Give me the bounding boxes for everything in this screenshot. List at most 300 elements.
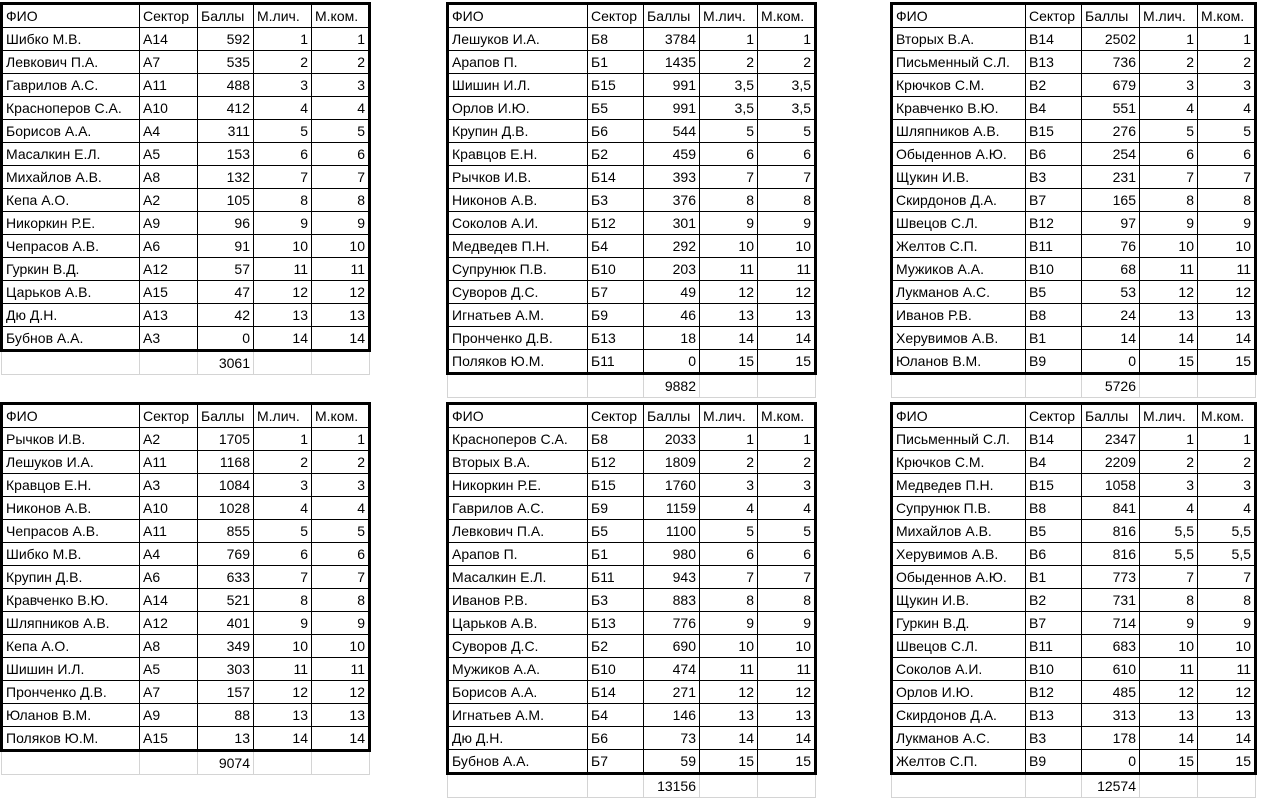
cell-score[interactable]: 47 (198, 281, 254, 304)
cell-place-team[interactable]: 14 (1198, 727, 1256, 750)
cell-place-team[interactable]: 9 (1198, 612, 1256, 635)
cell-name[interactable]: Письменный С.Л. (892, 428, 1026, 451)
cell-place-personal[interactable]: 5 (700, 520, 758, 543)
cell-place-personal[interactable]: 2 (1140, 451, 1198, 474)
empty-cell[interactable] (1140, 774, 1198, 798)
cell-place-personal[interactable]: 10 (700, 235, 758, 258)
cell-place-personal[interactable]: 14 (700, 727, 758, 750)
cell-place-personal[interactable]: 10 (254, 235, 312, 258)
cell-score[interactable]: 773 (1082, 566, 1140, 589)
cell-place-team[interactable]: 10 (758, 635, 816, 658)
cell-name[interactable]: Лукманов А.С. (892, 727, 1026, 750)
empty-cell[interactable] (758, 374, 816, 398)
cell-name[interactable]: Бубнов А.А. (448, 750, 588, 774)
cell-name[interactable]: Херувимов А.В. (892, 543, 1026, 566)
cell-name[interactable]: Шибко М.В. (2, 543, 140, 566)
cell-place-team[interactable]: 2 (312, 451, 370, 474)
cell-place-team[interactable]: 5 (312, 120, 370, 143)
cell-place-personal[interactable]: 10 (700, 635, 758, 658)
cell-sector[interactable]: В3 (1026, 727, 1082, 750)
cell-score[interactable]: 1705 (198, 428, 254, 451)
cell-place-personal[interactable]: 9 (254, 612, 312, 635)
cell-place-personal[interactable]: 2 (700, 451, 758, 474)
cell-name[interactable]: Иванов Р.В. (892, 304, 1026, 327)
empty-cell[interactable] (700, 374, 758, 398)
cell-place-team[interactable]: 1 (312, 28, 370, 51)
cell-name[interactable]: Борисов А.А. (448, 681, 588, 704)
cell-place-team[interactable]: 2 (312, 51, 370, 74)
cell-name[interactable]: Кепа А.О. (2, 635, 140, 658)
column-header-place-personal[interactable]: М.лич. (254, 4, 312, 28)
cell-place-personal[interactable]: 7 (254, 166, 312, 189)
cell-place-personal[interactable]: 12 (700, 281, 758, 304)
empty-cell[interactable] (312, 351, 370, 375)
empty-cell[interactable] (1198, 774, 1256, 798)
cell-name[interactable]: Щукин И.В. (892, 166, 1026, 189)
cell-score[interactable]: 311 (198, 120, 254, 143)
cell-place-team[interactable]: 8 (758, 589, 816, 612)
cell-sector[interactable]: А11 (140, 74, 198, 97)
column-header-name[interactable]: ФИО (892, 404, 1026, 428)
cell-score[interactable]: 97 (1082, 212, 1140, 235)
cell-name[interactable]: Левкович П.А. (2, 51, 140, 74)
cell-place-personal[interactable]: 11 (1140, 658, 1198, 681)
cell-name[interactable]: Кравченко В.Ю. (2, 589, 140, 612)
cell-place-team[interactable]: 14 (1198, 327, 1256, 350)
cell-sector[interactable]: Б7 (588, 281, 644, 304)
cell-place-team[interactable]: 12 (758, 681, 816, 704)
cell-place-personal[interactable]: 13 (700, 704, 758, 727)
empty-cell[interactable] (588, 774, 644, 798)
cell-sector[interactable]: А6 (140, 235, 198, 258)
cell-place-team[interactable]: 9 (312, 212, 370, 235)
cell-place-team[interactable]: 7 (1198, 166, 1256, 189)
cell-name[interactable]: Игнатьев А.М. (448, 704, 588, 727)
cell-place-team[interactable]: 2 (1198, 51, 1256, 74)
cell-place-personal[interactable]: 14 (254, 327, 312, 351)
cell-sector[interactable]: В7 (1026, 612, 1082, 635)
cell-sector[interactable]: В1 (1026, 327, 1082, 350)
cell-sector[interactable]: А4 (140, 120, 198, 143)
cell-place-personal[interactable]: 13 (254, 704, 312, 727)
cell-place-personal[interactable]: 3 (700, 474, 758, 497)
cell-place-personal[interactable]: 2 (700, 51, 758, 74)
cell-place-personal[interactable]: 2 (254, 51, 312, 74)
cell-sector[interactable]: А9 (140, 212, 198, 235)
cell-place-team[interactable]: 8 (758, 189, 816, 212)
cell-score[interactable]: 157 (198, 681, 254, 704)
cell-sector[interactable]: А6 (140, 566, 198, 589)
cell-sector[interactable]: В9 (1026, 750, 1082, 774)
cell-name[interactable]: Левкович П.А. (448, 520, 588, 543)
cell-place-team[interactable]: 4 (312, 497, 370, 520)
cell-score[interactable]: 980 (644, 543, 700, 566)
column-header-place-team[interactable]: М.ком. (758, 4, 816, 28)
cell-sector[interactable]: А15 (140, 281, 198, 304)
total-score-cell[interactable]: 9882 (644, 374, 700, 398)
cell-score[interactable]: 683 (1082, 635, 1140, 658)
cell-sector[interactable]: В8 (1026, 304, 1082, 327)
cell-sector[interactable]: А8 (140, 635, 198, 658)
cell-place-team[interactable]: 10 (312, 635, 370, 658)
cell-sector[interactable]: В2 (1026, 589, 1082, 612)
cell-sector[interactable]: В6 (1026, 543, 1082, 566)
cell-place-personal[interactable]: 13 (1140, 304, 1198, 327)
empty-cell[interactable] (140, 351, 198, 375)
cell-name[interactable]: Крупин Д.В. (2, 566, 140, 589)
cell-name[interactable]: Шибко М.В. (2, 28, 140, 51)
cell-score[interactable]: 1100 (644, 520, 700, 543)
cell-sector[interactable]: В12 (1026, 681, 1082, 704)
cell-place-personal[interactable]: 11 (700, 658, 758, 681)
empty-cell[interactable] (448, 774, 588, 798)
cell-score[interactable]: 393 (644, 166, 700, 189)
cell-name[interactable]: Орлов И.Ю. (892, 681, 1026, 704)
cell-name[interactable]: Суворов Д.С. (448, 635, 588, 658)
cell-place-personal[interactable]: 3,5 (700, 97, 758, 120)
cell-place-team[interactable]: 11 (312, 258, 370, 281)
cell-name[interactable]: Щукин И.В. (892, 589, 1026, 612)
cell-place-team[interactable]: 5,5 (1198, 543, 1256, 566)
cell-name[interactable]: Михайлов А.В. (892, 520, 1026, 543)
cell-sector[interactable]: А10 (140, 497, 198, 520)
cell-name[interactable]: Медведев П.Н. (448, 235, 588, 258)
cell-sector[interactable]: Б15 (588, 474, 644, 497)
cell-place-team[interactable]: 9 (758, 612, 816, 635)
cell-place-personal[interactable]: 8 (254, 189, 312, 212)
cell-name[interactable]: Шишин И.Л. (448, 74, 588, 97)
cell-place-team[interactable]: 3,5 (758, 74, 816, 97)
cell-name[interactable]: Никоркин Р.Е. (448, 474, 588, 497)
cell-place-personal[interactable]: 6 (700, 543, 758, 566)
cell-sector[interactable]: Б4 (588, 235, 644, 258)
cell-name[interactable]: Гуркин В.Д. (2, 258, 140, 281)
cell-name[interactable]: Бубнов А.А. (2, 327, 140, 351)
cell-score[interactable]: 0 (198, 327, 254, 351)
cell-place-team[interactable]: 11 (1198, 258, 1256, 281)
cell-sector[interactable]: А11 (140, 451, 198, 474)
cell-place-team[interactable]: 5,5 (1198, 520, 1256, 543)
column-header-place-personal[interactable]: М.лич. (1140, 404, 1198, 428)
cell-sector[interactable]: В8 (1026, 497, 1082, 520)
cell-place-personal[interactable]: 7 (1140, 166, 1198, 189)
cell-score[interactable]: 49 (644, 281, 700, 304)
cell-place-team[interactable]: 2 (758, 51, 816, 74)
cell-score[interactable]: 1084 (198, 474, 254, 497)
column-header-name[interactable]: ФИО (2, 4, 140, 28)
cell-place-team[interactable]: 11 (1198, 658, 1256, 681)
cell-place-personal[interactable]: 6 (254, 143, 312, 166)
cell-place-personal[interactable]: 7 (1140, 566, 1198, 589)
cell-score[interactable]: 3784 (644, 28, 700, 51)
cell-place-personal[interactable]: 8 (700, 189, 758, 212)
cell-score[interactable]: 841 (1082, 497, 1140, 520)
cell-name[interactable]: Гаврилов А.С. (448, 497, 588, 520)
cell-name[interactable]: Желтов С.П. (892, 235, 1026, 258)
cell-name[interactable]: Рычков И.В. (2, 428, 140, 451)
cell-place-personal[interactable]: 1 (700, 428, 758, 451)
cell-place-personal[interactable]: 1 (700, 28, 758, 51)
cell-name[interactable]: Скирдонов Д.А. (892, 189, 1026, 212)
cell-sector[interactable]: В15 (1026, 474, 1082, 497)
cell-place-team[interactable]: 1 (312, 428, 370, 451)
cell-sector[interactable]: А8 (140, 166, 198, 189)
cell-sector[interactable]: В4 (1026, 451, 1082, 474)
cell-score[interactable]: 57 (198, 258, 254, 281)
cell-place-personal[interactable]: 14 (1140, 327, 1198, 350)
cell-score[interactable]: 485 (1082, 681, 1140, 704)
cell-name[interactable]: Масалкин Е.Л. (448, 566, 588, 589)
column-header-score[interactable]: Баллы (644, 4, 700, 28)
cell-score[interactable]: 254 (1082, 143, 1140, 166)
column-header-score[interactable]: Баллы (644, 404, 700, 428)
empty-cell[interactable] (892, 374, 1026, 398)
cell-score[interactable]: 276 (1082, 120, 1140, 143)
cell-sector[interactable]: Б13 (588, 327, 644, 350)
empty-cell[interactable] (312, 751, 370, 775)
cell-place-personal[interactable]: 3 (1140, 474, 1198, 497)
cell-place-personal[interactable]: 15 (700, 750, 758, 774)
cell-place-personal[interactable]: 8 (700, 589, 758, 612)
cell-score[interactable]: 178 (1082, 727, 1140, 750)
empty-cell[interactable] (700, 774, 758, 798)
cell-place-team[interactable]: 15 (758, 750, 816, 774)
column-header-score[interactable]: Баллы (1082, 404, 1140, 428)
cell-place-team[interactable]: 4 (758, 497, 816, 520)
cell-name[interactable]: Красноперов С.А. (448, 428, 588, 451)
cell-name[interactable]: Шляпников А.В. (2, 612, 140, 635)
cell-score[interactable]: 776 (644, 612, 700, 635)
cell-name[interactable]: Лешуков И.А. (2, 451, 140, 474)
cell-name[interactable]: Масалкин Е.Л. (2, 143, 140, 166)
cell-score[interactable]: 42 (198, 304, 254, 327)
cell-name[interactable]: Крючков С.М. (892, 451, 1026, 474)
cell-place-personal[interactable]: 6 (700, 143, 758, 166)
cell-sector[interactable]: Б6 (588, 727, 644, 750)
cell-sector[interactable]: А12 (140, 612, 198, 635)
cell-place-personal[interactable]: 12 (1140, 281, 1198, 304)
cell-place-personal[interactable]: 5 (254, 520, 312, 543)
cell-place-team[interactable]: 3 (1198, 474, 1256, 497)
cell-sector[interactable]: Б1 (588, 543, 644, 566)
cell-place-team[interactable]: 4 (1198, 97, 1256, 120)
cell-place-team[interactable]: 8 (1198, 189, 1256, 212)
cell-name[interactable]: Арапов П. (448, 543, 588, 566)
cell-name[interactable]: Мужиков А.А. (892, 258, 1026, 281)
empty-cell[interactable] (254, 751, 312, 775)
cell-place-personal[interactable]: 4 (1140, 497, 1198, 520)
cell-score[interactable]: 88 (198, 704, 254, 727)
cell-name[interactable]: Соколов А.И. (448, 212, 588, 235)
cell-score[interactable]: 1168 (198, 451, 254, 474)
cell-sector[interactable]: В3 (1026, 166, 1082, 189)
cell-sector[interactable]: Б11 (588, 566, 644, 589)
cell-sector[interactable]: В14 (1026, 428, 1082, 451)
cell-place-personal[interactable]: 10 (1140, 635, 1198, 658)
cell-sector[interactable]: В10 (1026, 258, 1082, 281)
cell-place-personal[interactable]: 1 (254, 428, 312, 451)
cell-score[interactable]: 203 (644, 258, 700, 281)
cell-score[interactable]: 18 (644, 327, 700, 350)
cell-score[interactable]: 301 (644, 212, 700, 235)
cell-score[interactable]: 24 (1082, 304, 1140, 327)
cell-sector[interactable]: А12 (140, 258, 198, 281)
cell-sector[interactable]: В11 (1026, 235, 1082, 258)
cell-place-personal[interactable]: 11 (1140, 258, 1198, 281)
total-score-cell[interactable]: 3061 (198, 351, 254, 375)
empty-cell[interactable] (2, 351, 140, 375)
empty-cell[interactable] (448, 374, 588, 398)
cell-score[interactable]: 231 (1082, 166, 1140, 189)
cell-name[interactable]: Чепрасов А.В. (2, 235, 140, 258)
cell-place-personal[interactable]: 5 (700, 120, 758, 143)
cell-place-personal[interactable]: 8 (1140, 189, 1198, 212)
cell-name[interactable]: Борисов А.А. (2, 120, 140, 143)
cell-place-team[interactable]: 6 (758, 143, 816, 166)
cell-sector[interactable]: Б10 (588, 658, 644, 681)
cell-score[interactable]: 2033 (644, 428, 700, 451)
cell-sector[interactable]: А5 (140, 143, 198, 166)
cell-sector[interactable]: А7 (140, 681, 198, 704)
cell-place-team[interactable]: 1 (1198, 428, 1256, 451)
cell-place-personal[interactable]: 12 (254, 681, 312, 704)
column-header-name[interactable]: ФИО (2, 404, 140, 428)
empty-cell[interactable] (1198, 374, 1256, 398)
cell-score[interactable]: 0 (1082, 750, 1140, 774)
cell-name[interactable]: Никоркин Р.Е. (2, 212, 140, 235)
cell-name[interactable]: Поляков Ю.М. (448, 350, 588, 374)
cell-place-team[interactable]: 6 (312, 543, 370, 566)
cell-name[interactable]: Никонов А.В. (2, 497, 140, 520)
cell-name[interactable]: Шишин И.Л. (2, 658, 140, 681)
cell-name[interactable]: Шляпников А.В. (892, 120, 1026, 143)
cell-sector[interactable]: Б14 (588, 166, 644, 189)
cell-score[interactable]: 855 (198, 520, 254, 543)
cell-place-team[interactable]: 3 (758, 474, 816, 497)
empty-cell[interactable] (588, 374, 644, 398)
cell-score[interactable]: 521 (198, 589, 254, 612)
cell-sector[interactable]: В15 (1026, 120, 1082, 143)
cell-score[interactable]: 76 (1082, 235, 1140, 258)
cell-score[interactable]: 943 (644, 566, 700, 589)
column-header-score[interactable]: Баллы (198, 4, 254, 28)
cell-name[interactable]: Никонов А.В. (448, 189, 588, 212)
cell-sector[interactable]: Б3 (588, 589, 644, 612)
column-header-name[interactable]: ФИО (448, 4, 588, 28)
cell-place-personal[interactable]: 6 (254, 543, 312, 566)
cell-place-team[interactable]: 2 (758, 451, 816, 474)
cell-place-team[interactable]: 4 (1198, 497, 1256, 520)
cell-name[interactable]: Гаврилов А.С. (2, 74, 140, 97)
cell-name[interactable]: Орлов И.Ю. (448, 97, 588, 120)
cell-place-personal[interactable]: 2 (1140, 51, 1198, 74)
cell-name[interactable]: Вторых В.А. (448, 451, 588, 474)
cell-sector[interactable]: А4 (140, 543, 198, 566)
cell-sector[interactable]: В11 (1026, 635, 1082, 658)
cell-score[interactable]: 769 (198, 543, 254, 566)
cell-place-team[interactable]: 9 (758, 212, 816, 235)
cell-score[interactable]: 474 (644, 658, 700, 681)
column-header-sector[interactable]: Сектор (588, 4, 644, 28)
cell-place-personal[interactable]: 12 (1140, 681, 1198, 704)
cell-score[interactable]: 13 (198, 727, 254, 751)
cell-name[interactable]: Желтов С.П. (892, 750, 1026, 774)
cell-score[interactable]: 551 (1082, 97, 1140, 120)
cell-name[interactable]: Царьков А.В. (2, 281, 140, 304)
cell-sector[interactable]: А7 (140, 51, 198, 74)
cell-sector[interactable]: В7 (1026, 189, 1082, 212)
cell-place-team[interactable]: 11 (758, 258, 816, 281)
column-header-place-team[interactable]: М.ком. (758, 404, 816, 428)
cell-place-personal[interactable]: 4 (1140, 97, 1198, 120)
cell-score[interactable]: 271 (644, 681, 700, 704)
cell-score[interactable]: 816 (1082, 520, 1140, 543)
cell-score[interactable]: 14 (1082, 327, 1140, 350)
cell-score[interactable]: 2347 (1082, 428, 1140, 451)
cell-name[interactable]: Крючков С.М. (892, 74, 1026, 97)
cell-place-team[interactable]: 7 (758, 166, 816, 189)
cell-place-personal[interactable]: 5,5 (1140, 520, 1198, 543)
cell-name[interactable]: Швецов С.Л. (892, 212, 1026, 235)
cell-place-personal[interactable]: 3,5 (700, 74, 758, 97)
cell-place-team[interactable]: 5 (758, 520, 816, 543)
cell-score[interactable]: 816 (1082, 543, 1140, 566)
column-header-place-personal[interactable]: М.лич. (700, 404, 758, 428)
cell-name[interactable]: Арапов П. (448, 51, 588, 74)
cell-score[interactable]: 610 (1082, 658, 1140, 681)
cell-score[interactable]: 1760 (644, 474, 700, 497)
cell-place-team[interactable]: 8 (1198, 589, 1256, 612)
cell-sector[interactable]: Б7 (588, 750, 644, 774)
cell-place-team[interactable]: 9 (312, 612, 370, 635)
cell-score[interactable]: 1435 (644, 51, 700, 74)
cell-sector[interactable]: А15 (140, 727, 198, 751)
cell-sector[interactable]: Б4 (588, 704, 644, 727)
cell-place-personal[interactable]: 9 (700, 612, 758, 635)
cell-score[interactable]: 679 (1082, 74, 1140, 97)
cell-place-personal[interactable]: 12 (700, 681, 758, 704)
cell-name[interactable]: Дю Д.Н. (448, 727, 588, 750)
cell-name[interactable]: Швецов С.Л. (892, 635, 1026, 658)
cell-score[interactable]: 731 (1082, 589, 1140, 612)
cell-place-team[interactable]: 11 (758, 658, 816, 681)
cell-sector[interactable]: А9 (140, 704, 198, 727)
cell-score[interactable]: 1809 (644, 451, 700, 474)
cell-score[interactable]: 146 (644, 704, 700, 727)
cell-sector[interactable]: Б3 (588, 189, 644, 212)
cell-sector[interactable]: В6 (1026, 143, 1082, 166)
cell-score[interactable]: 303 (198, 658, 254, 681)
empty-cell[interactable] (758, 774, 816, 798)
cell-score[interactable]: 0 (1082, 350, 1140, 374)
cell-name[interactable]: Супрунюк П.В. (448, 258, 588, 281)
cell-name[interactable]: Юланов В.М. (892, 350, 1026, 374)
cell-place-team[interactable]: 13 (312, 704, 370, 727)
empty-cell[interactable] (2, 751, 140, 775)
cell-place-personal[interactable]: 7 (700, 166, 758, 189)
cell-name[interactable]: Иванов Р.В. (448, 589, 588, 612)
cell-sector[interactable]: В1 (1026, 566, 1082, 589)
cell-name[interactable]: Рычков И.В. (448, 166, 588, 189)
cell-name[interactable]: Мужиков А.А. (448, 658, 588, 681)
column-header-score[interactable]: Баллы (198, 404, 254, 428)
cell-sector[interactable]: А11 (140, 520, 198, 543)
cell-name[interactable]: Супрунюк П.В. (892, 497, 1026, 520)
cell-place-personal[interactable]: 13 (1140, 704, 1198, 727)
cell-name[interactable]: Пронченко Д.В. (2, 681, 140, 704)
cell-place-personal[interactable]: 9 (1140, 212, 1198, 235)
cell-sector[interactable]: В13 (1026, 51, 1082, 74)
